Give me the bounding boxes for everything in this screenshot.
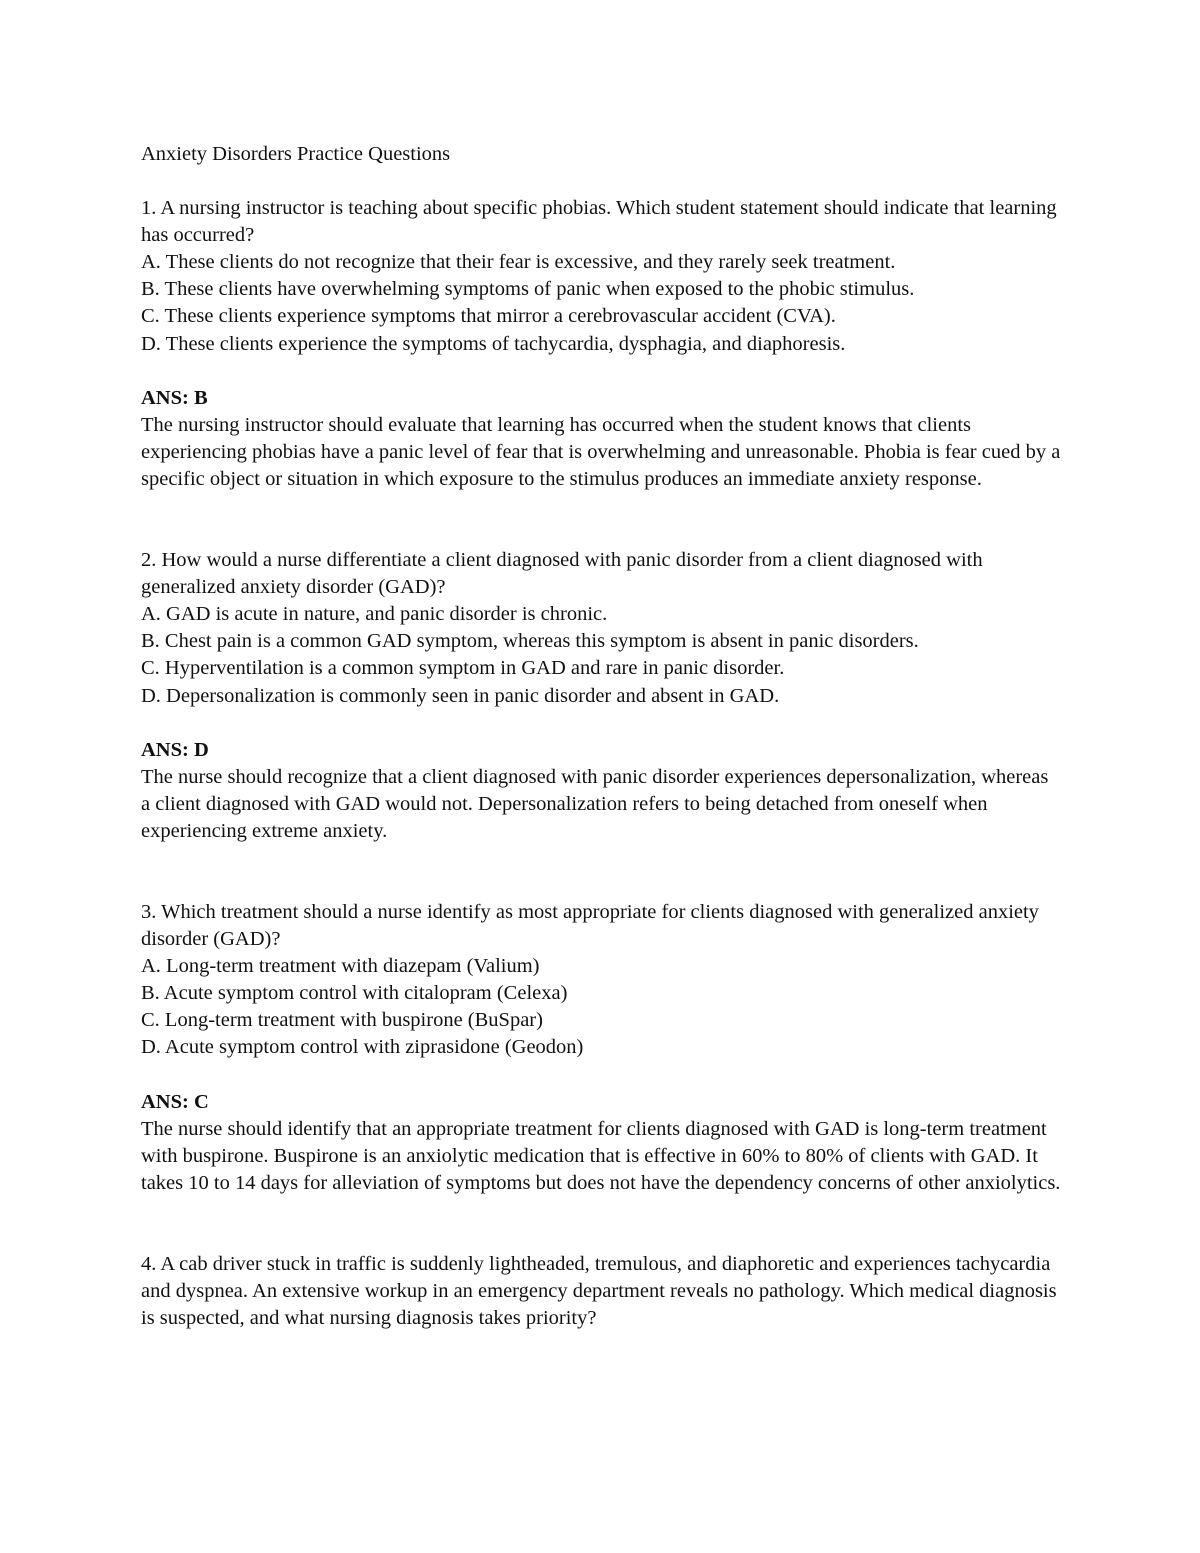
option-b: B. Acute symptom control with citalopram (Celexa) [141, 982, 568, 1005]
option-b: B. These clients have overwhelming symptoms of panic when exposed to the phobic stimulus. [141, 278, 915, 301]
document-title: Anxiety Disorders Practice Questions [141, 143, 451, 165]
answer-rationale: The nurse should recognize that a client diagnosed with panic disorder experiences depersonalization, whereas a client diagnosed with GAD would not. Depersonalization refers to being detached from oneself when experiencing extreme anxiety. [141, 765, 1049, 842]
question-stem: 4. A cab driver stuck in traffic is suddenly lightheaded, tremulous, and diaphoretic and experiences tachycardia and dyspnea. An extensive workup in an emergency department reveals no pathology. Which medical diagnosis is suspected, and what nursing diagnosis takes priority? [141, 1252, 1057, 1330]
question-separator [141, 845, 1061, 899]
option-a: A. These clients do not recognize that their fear is excessive, and they rarely seek treatment. [141, 251, 896, 274]
option-c: C. Long-term treatment with buspirone (BuSpar) [141, 1009, 543, 1032]
question-stem: 1. A nursing instructor is teaching about specific phobias. Which student statement should indicate that learning has occurred? [141, 197, 1057, 247]
question-separator [141, 1197, 1061, 1251]
question-separator [141, 493, 1061, 547]
question-3 [141, 899, 1061, 1197]
option-d: D. These clients experience the symptoms of tachycardia, dysphagia, and diaphoresis. [141, 332, 846, 355]
question-stem: 3. Which treatment should a nurse identify as most appropriate for clients diagnosed with generalized anxiety disorder (GAD)? [141, 900, 1039, 951]
option-c: C. These clients experience symptoms that mirror a cerebrovascular accident (CVA). [141, 305, 836, 328]
answer-label: ANS: D [141, 738, 209, 761]
option-b: B. Chest pain is a common GAD symptom, whereas this symptom is absent in panic disorders. [141, 630, 919, 653]
question-stem: 2. How would a nurse differentiate a client diagnosed with panic disorder from a client diagnosed with generalized anxiety disorder (GAD)? [141, 549, 983, 599]
option-d: D. Depersonalization is commonly seen in panic disorder and absent in GAD. [141, 684, 780, 707]
option-d: D. Acute symptom control with ziprasidone (Geodon) [141, 1036, 584, 1059]
answer-label: ANS: B [141, 386, 208, 409]
option-c: C. Hyperventilation is a common symptom in GAD and rare in panic disorder. [141, 657, 785, 680]
answer-rationale: The nurse should identify that an appropriate treatment for clients diagnosed with GAD is long-term treatment with buspirone. Buspirone is an anxiolytic medication that is effective in 60% to 80% of clients with GAD. It takes 10 to 14 days for alleviation of symptoms but does not have the dependency concerns of other anxiolytics. [141, 1117, 1061, 1194]
answer-rationale: The nursing instructor should evaluate that learning has occurred when the student knows that clients experiencing phobias have a panic level of fear that is overwhelming and unreasonable. Phobia is fear cued by a specific object or situation in which exposure to the stimulus produces an immediate anxiety response. [141, 413, 1061, 490]
question-1 [141, 195, 1061, 493]
question-4 [141, 1251, 1061, 1332]
question-2 [141, 547, 1061, 845]
document-page [141, 141, 1061, 1332]
answer-label: ANS: C [141, 1090, 209, 1113]
option-a: A. Long-term treatment with diazepam (Valium) [141, 955, 540, 978]
option-a: A. GAD is acute in nature, and panic disorder is chronic. [141, 603, 608, 626]
